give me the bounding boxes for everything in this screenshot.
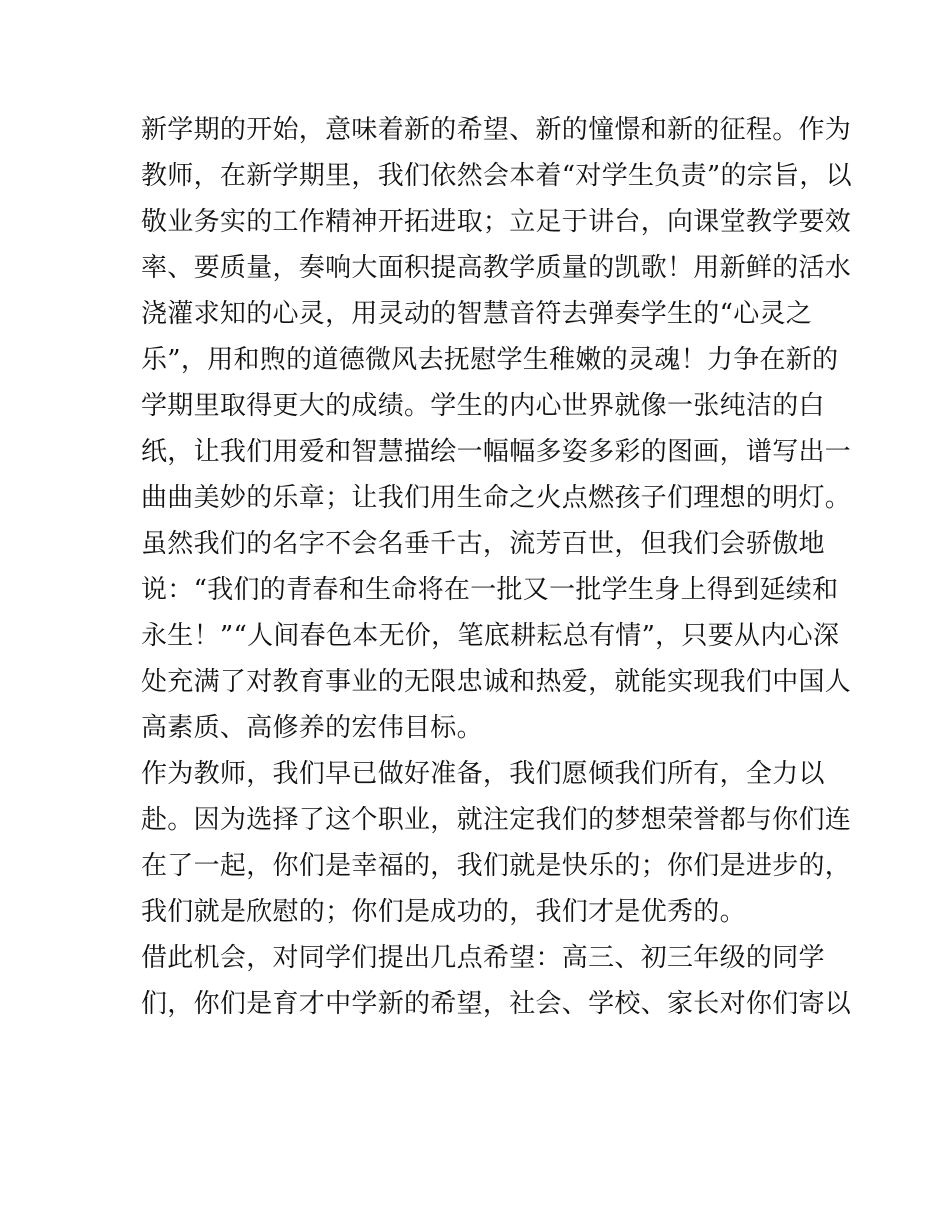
text-line: 作为教师，我们早已做好准备，我们愿倾我们所有，全力以 [141, 759, 825, 789]
text-line: 新学期的开始，意味着新的希望、新的憧憬和新的征程。作为 [141, 115, 852, 145]
paragraph-1 [141, 107, 852, 751]
text-line: 赴。因为选择了这个职业，就注定我们的梦想荣誉都与你们连 [141, 805, 852, 835]
text-line: 在了一起，你们是幸福的，我们就是快乐的；你们是进步的， [141, 851, 852, 881]
text-line: 们，你们是育才中学新的希望，社会、学校、家长对你们寄以 [141, 989, 852, 1019]
text-line: 率、要质量，奏响大面积提高教学质量的凯歌！用新鲜的活水 [141, 253, 852, 283]
document-body [141, 107, 852, 1027]
text-line: 教师，在新学期里，我们依然会本着“对学生负责”的宗旨，以 [141, 161, 852, 191]
text-line: 处充满了对教育事业的无限忠诚和热爱，就能实现我们中国人 [141, 667, 852, 697]
text-line: 浇灌求知的心灵，用灵动的智慧音符去弹奏学生的“心灵之 [141, 299, 813, 329]
text-line: 学期里取得更大的成绩。学生的内心世界就像一张纯洁的白 [141, 391, 825, 421]
text-line: 纸，让我们用爱和智慧描绘一幅幅多姿多彩的图画，谱写出一 [141, 437, 852, 467]
text-line: 虽然我们的名字不会名垂千古，流芳百世，但我们会骄傲地 [141, 529, 825, 559]
text-line: 乐”，用和煦的道德微风去抚慰学生稚嫩的灵魂！力争在新的 [141, 345, 839, 375]
text-line: 高素质、高修养的宏伟目标。 [141, 713, 483, 743]
text-line: 永生！”“人间春色本无价，笔底耕耘总有情”，只要从内心深 [141, 621, 840, 651]
text-line: 敬业务实的工作精神开拓进取；立足于讲台，向课堂教学要效 [141, 207, 852, 237]
text-line: 说：“我们的青春和生命将在一批又一批学生身上得到延续和 [141, 575, 839, 605]
paragraph-2 [141, 751, 852, 935]
text-line: 借此机会，对同学们提出几点希望：高三、初三年级的同学 [141, 943, 825, 973]
text-line: 我们就是欣慰的；你们是成功的，我们才是优秀的。 [141, 897, 746, 927]
paragraph-3 [141, 935, 852, 1027]
text-line: 曲曲美妙的乐章；让我们用生命之火点燃孩子们理想的明灯。 [141, 483, 852, 513]
